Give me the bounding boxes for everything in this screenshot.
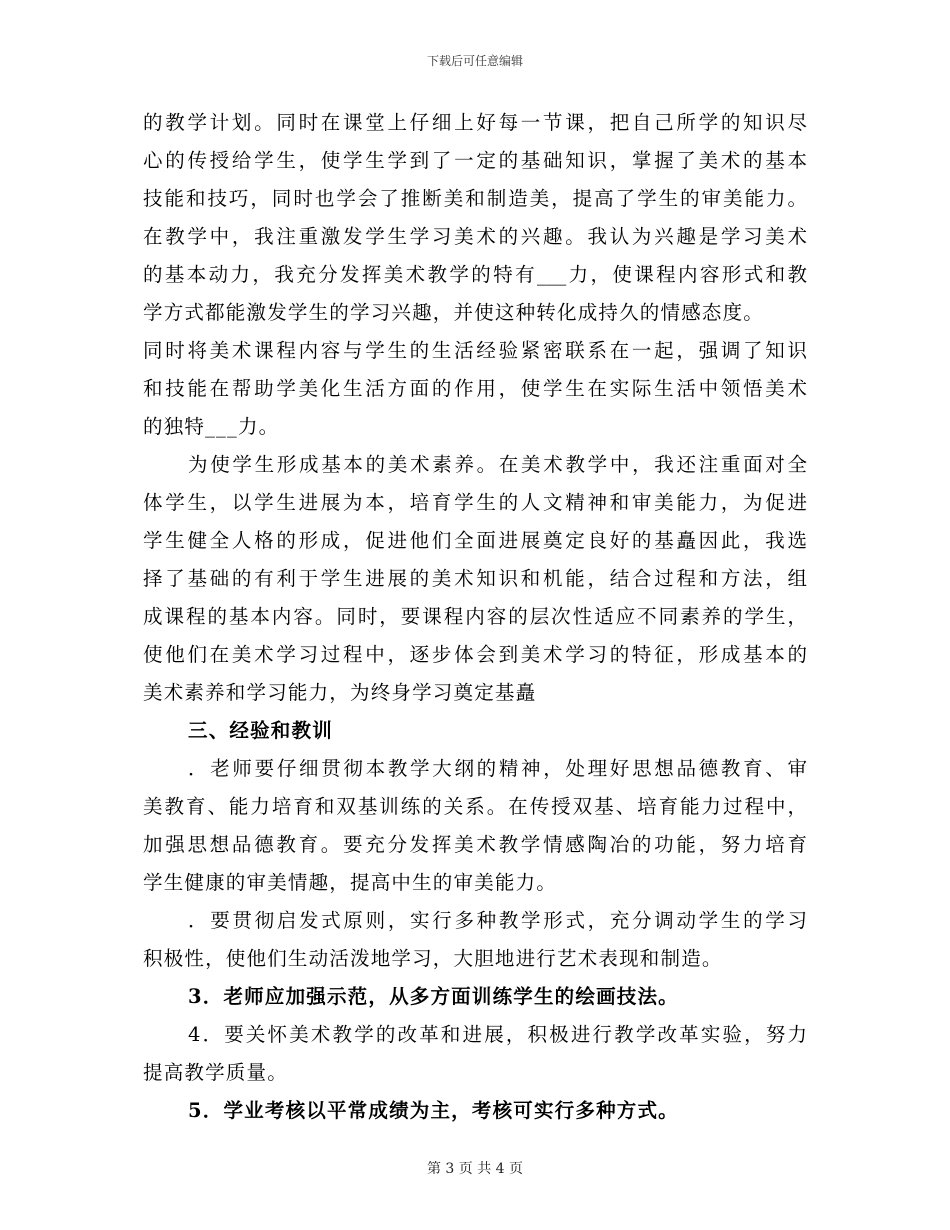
- body-line: 美教育、能力培育和双基训练的关系。在传授双基、培育能力过程中，: [143, 795, 807, 818]
- body-line: 的教学计划。同时在课堂上仔细上好每一节课，把自己所学的知识尽: [143, 111, 807, 134]
- body-line-bold: 3．老师应加强示范，从多方面训练学生的绘画技法。: [188, 985, 679, 1008]
- body-line: 积极性，使他们生动活泼地学习，大胆地进行艺术表现和制造。: [143, 947, 723, 970]
- body-line: 学方式都能激发学生的学习兴趣，并使这种转化成持久的情感态度。: [143, 301, 765, 324]
- document-body: [143, 104, 807, 1130]
- body-line: 心的传授给学生，使学生学到了一定的基础知识，掌握了美术的基本: [143, 149, 807, 172]
- body-line: 技能和技巧，同时也学会了推断美和制造美，提高了学生的审美能力。: [143, 187, 807, 210]
- body-line: 4．要关怀美术教学的改革和进展，积极进行教学改革实验，努力: [188, 1023, 807, 1046]
- body-line: 和技能在帮助学美化生活方面的作用，使学生在实际生活中领悟美术: [143, 377, 807, 400]
- body-line: ．老师要仔细贯彻本教学大纲的精神，处理好思想品德教育、审: [188, 757, 807, 780]
- section-heading: 三、经验和教训: [188, 719, 333, 742]
- body-line: ．要贯彻启发式原则，实行多种教学形式，充分调动学生的学习: [188, 909, 807, 932]
- body-line: 的基本动力，我充分发挥美术教学的特有___力，使课程内容形式和教: [143, 263, 807, 286]
- body-line: 加强思想品德教育。要充分发挥美术教学情感陶冶的功能，努力培育: [143, 833, 807, 856]
- page-header: 下载后可任意编辑: [426, 54, 523, 68]
- body-line: 在教学中，我注重激发学生学习美术的兴趣。我认为兴趣是学习美术: [143, 225, 807, 248]
- body-line: 美术素养和学习能力，为终身学习奠定基矗: [143, 681, 537, 704]
- body-line: 为使学生形成基本的美术素养。在美术教学中，我还注重面对全: [188, 453, 807, 476]
- body-line-bold: 5．学业考核以平常成绩为主，考核可实行多种方式。: [188, 1099, 679, 1122]
- body-line: 成课程的基本内容。同时，要课程内容的层次性适应不同素养的学生，: [143, 605, 807, 628]
- body-line: 的独特___力。: [143, 415, 280, 438]
- body-line: 同时将美术课程内容与学生的生活经验紧密联系在一起，强调了知识: [143, 339, 807, 362]
- body-line: 提高教学质量。: [143, 1061, 288, 1084]
- body-line: 使他们在美术学习过程中，逐步体会到美术学习的特征，形成基本的: [143, 643, 807, 666]
- body-line: 体学生，以学生进展为本，培育学生的人文精神和审美能力，为促进: [143, 491, 807, 514]
- body-line: 择了基础的有利于学生进展的美术知识和机能，结合过程和方法，组: [143, 567, 807, 590]
- page-footer: 第 3 页 共 4 页: [426, 1161, 524, 1177]
- body-line: 学生健全人格的形成，促进他们全面进展奠定良好的基矗因此，我选: [143, 529, 807, 552]
- body-line: 学生健康的审美情趣，提高中生的审美能力。: [143, 871, 558, 894]
